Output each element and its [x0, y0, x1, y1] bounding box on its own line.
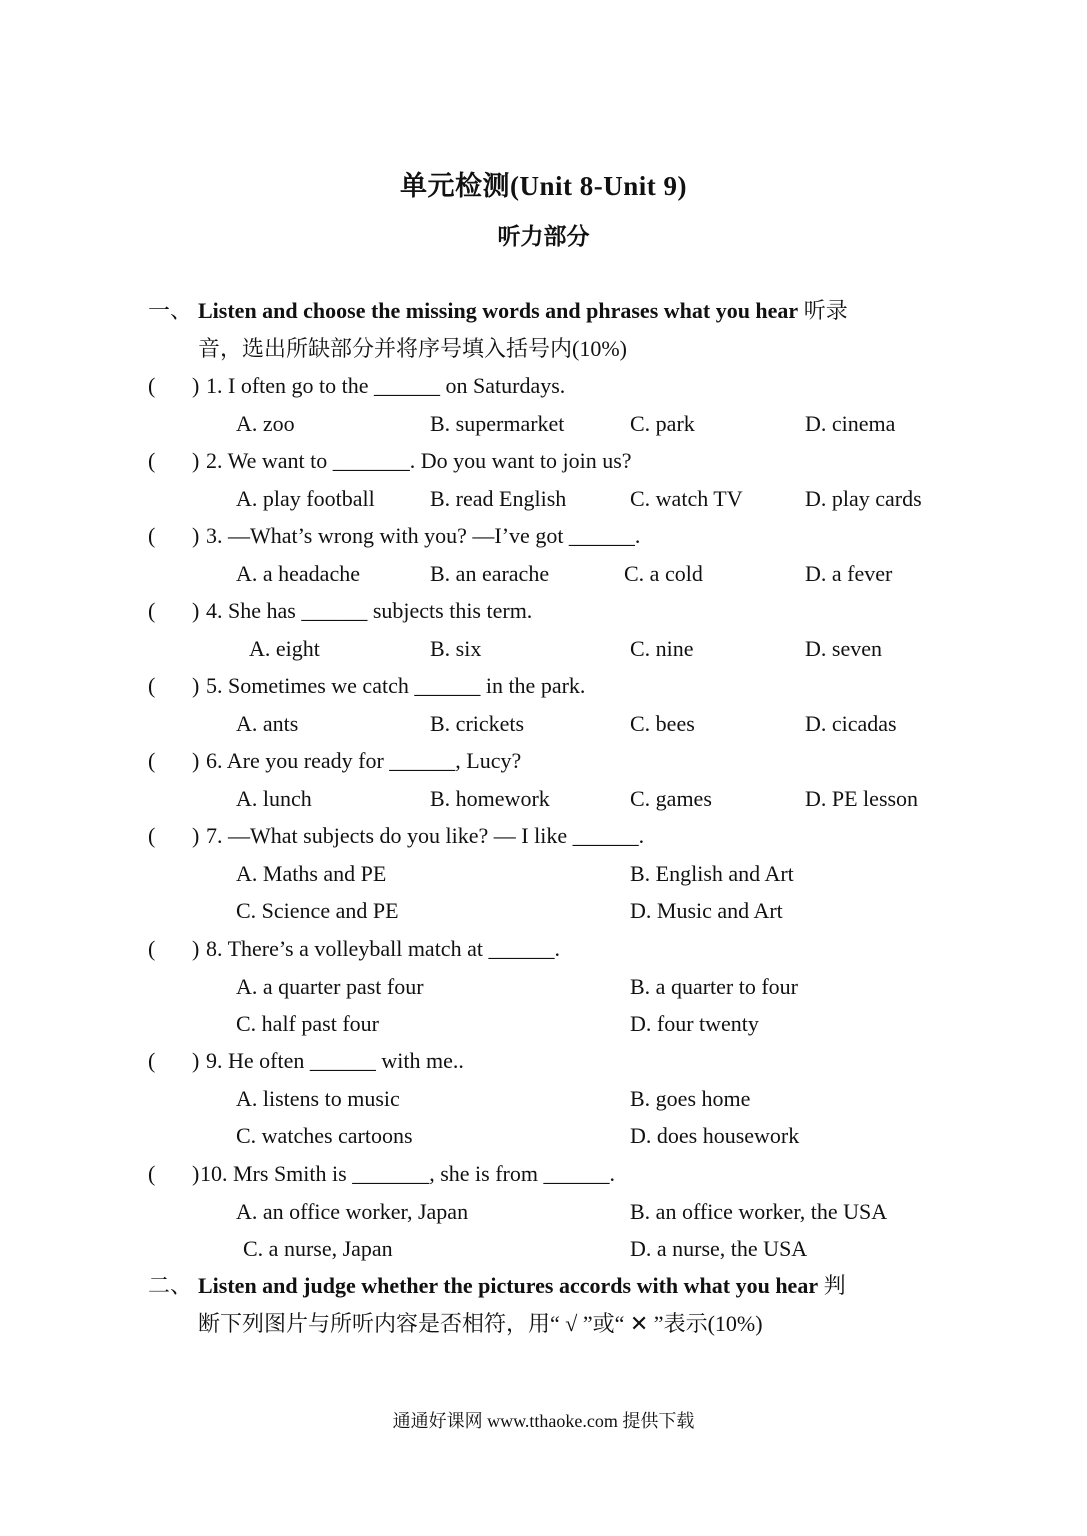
section-2-number: 二、	[148, 1273, 193, 1298]
option-c: C. bees	[630, 711, 695, 736]
option-d: D. seven	[805, 636, 882, 661]
option-b: B. an earache	[430, 561, 550, 586]
option-d: D. cicadas	[805, 711, 897, 736]
option-d: D. play cards	[805, 486, 922, 511]
question-stem: 4. She has ______ subjects this term.	[206, 598, 533, 623]
page-subtitle: 听力部分	[497, 224, 590, 249]
question-stem: 1. I often go to the ______ on Saturdays.	[206, 373, 566, 398]
section-1-number: 一、	[148, 298, 193, 323]
option-c: C. a nurse, Japan	[243, 1236, 393, 1261]
footer-text: 通通好课网 www.tthaoke.com 提供下载	[392, 1411, 695, 1431]
section-2-heading-en: Listen and judge whether the pictures accords with what you hear	[198, 1273, 819, 1298]
option-b: B. read English	[430, 486, 567, 511]
answer-paren-open: (	[148, 936, 156, 961]
option-a: A. play football	[236, 486, 375, 511]
answer-paren-open: (	[148, 748, 156, 773]
section-1-heading-cn-a: 听录	[803, 298, 848, 323]
option-b: B. six	[430, 636, 482, 661]
answer-paren-open: (	[148, 1161, 156, 1186]
question-stem: 6. Are you ready for ______, Lucy?	[206, 748, 522, 773]
option-c: C. watch TV	[630, 486, 743, 511]
option-b: B. a quarter to four	[630, 974, 798, 999]
option-c: C. games	[630, 786, 712, 811]
question-stem: 10. Mrs Smith is _______, she is from ______.	[200, 1161, 615, 1186]
answer-paren-close: )	[192, 673, 200, 698]
option-a: A. a headache	[236, 561, 360, 586]
answer-paren-open: (	[148, 1048, 156, 1073]
answer-paren-close: )	[192, 523, 200, 548]
answer-paren-open: (	[148, 673, 156, 698]
option-d: D. PE lesson	[805, 786, 919, 811]
option-d: D. four twenty	[630, 1011, 759, 1036]
option-d: D. cinema	[805, 411, 896, 436]
option-b: B. an office worker, the USA	[630, 1199, 888, 1224]
answer-paren-open: (	[148, 523, 156, 548]
question-stem: 2. We want to _______. Do you want to join us?	[206, 448, 632, 473]
section-1-heading-en: Listen and choose the missing words and phrases what you hear	[198, 298, 799, 323]
answer-paren-close: )	[192, 373, 200, 398]
option-d: D. a nurse, the USA	[630, 1236, 808, 1261]
option-b: B. goes home	[630, 1086, 751, 1111]
option-c: C. Science and PE	[236, 898, 399, 923]
answer-paren-close: )	[192, 936, 200, 961]
option-d: D. Music and Art	[630, 898, 783, 923]
option-b: B. supermarket	[430, 411, 565, 436]
answer-paren-close: )	[192, 1048, 200, 1073]
answer-paren-close: )	[192, 448, 200, 473]
answer-paren-open: (	[148, 448, 156, 473]
option-c: C. watches cartoons	[236, 1123, 413, 1148]
option-a: A. Maths and PE	[236, 861, 387, 886]
answer-paren-close: )	[192, 1161, 200, 1186]
option-a: A. zoo	[236, 411, 295, 436]
option-a: A. a quarter past four	[236, 974, 424, 999]
option-b: B. crickets	[430, 711, 525, 736]
option-d: D. does housework	[630, 1123, 800, 1148]
answer-paren-close: )	[192, 598, 200, 623]
option-c: C. half past four	[236, 1011, 379, 1036]
question-stem: 8. There’s a volleyball match at ______.	[206, 936, 560, 961]
option-a: A. listens to music	[236, 1086, 400, 1111]
option-a: A. an office worker, Japan	[236, 1199, 469, 1224]
section-1-heading-cn-b: 音，选出所缺部分并将序号填入括号内(10%)	[198, 336, 627, 361]
answer-paren-open: (	[148, 373, 156, 398]
question-stem: 3. —What’s wrong with you? —I’ve got ______.	[206, 523, 641, 548]
option-c: C. nine	[630, 636, 694, 661]
option-b: B. homework	[430, 786, 550, 811]
question-stem: 5. Sometimes we catch ______ in the park.	[206, 673, 586, 698]
option-b: B. English and Art	[630, 861, 794, 886]
option-a: A. lunch	[236, 786, 312, 811]
question-stem: 7. —What subjects do you like? — I like ______.	[206, 823, 645, 848]
answer-paren-open: (	[148, 598, 156, 623]
section-2-heading-cn-b: 断下列图片与所听内容是否相符，用“ √ ”或“ ✕ ”表示(10%)	[198, 1311, 763, 1336]
answer-paren-close: )	[192, 823, 200, 848]
answer-paren-close: )	[192, 748, 200, 773]
option-c: C. a cold	[624, 561, 703, 586]
question-stem: 9. He often ______ with me..	[206, 1048, 464, 1073]
page-title: 单元检测(Unit 8-Unit 9)	[400, 171, 687, 201]
option-d: D. a fever	[805, 561, 893, 586]
option-a: A. eight	[249, 636, 320, 661]
option-a: A. ants	[236, 711, 299, 736]
answer-paren-open: (	[148, 823, 156, 848]
option-c: C. park	[630, 411, 695, 436]
section-2-heading-cn-a: 判	[823, 1273, 846, 1298]
